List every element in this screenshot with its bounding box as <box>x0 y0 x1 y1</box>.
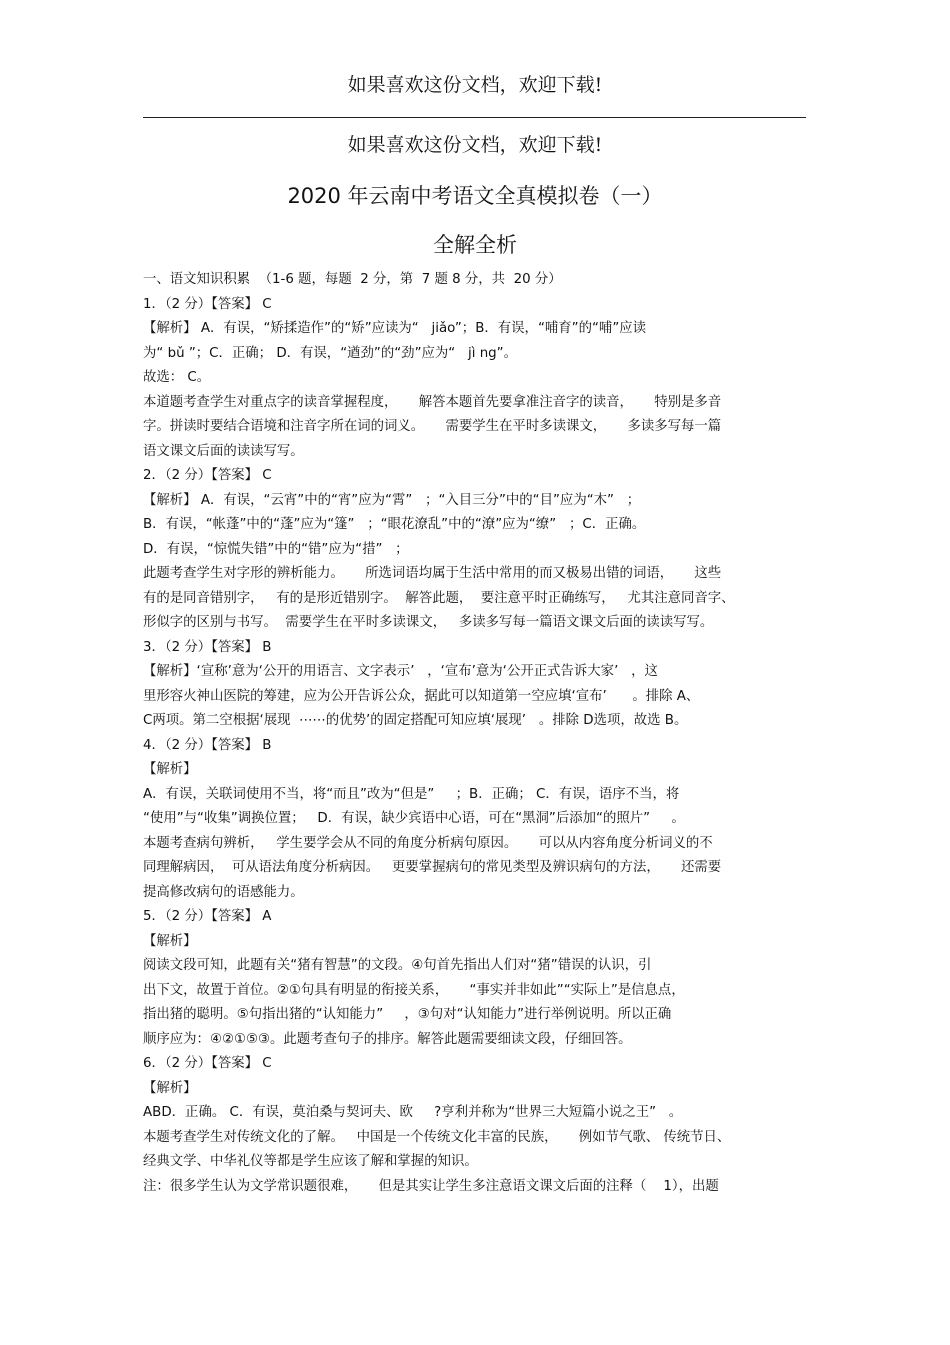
text-line: 【解析】 <box>143 762 197 777</box>
text-line: 此题考查学生对字形的辨析能力。 所选词语均属于生活中常用的而又极易出错的词语， 这些 <box>143 566 722 581</box>
text-line: 本题考查学生对传统文化的了解。 中国是一个传统文化丰富的民族， 例如节气歌、 传统节日、 <box>143 1129 731 1145</box>
text-line: 故选： C。 <box>143 370 211 385</box>
text-line: 2．（2 分）【答案】 C <box>143 468 272 483</box>
text-line: 本道题考查学生对重点字的读音掌握程度， 解答本题首先要拿准注音字的读音， 特别是多音 <box>143 394 722 410</box>
document-title: 2020 年云南中考语文全真模拟卷（一） <box>287 184 663 208</box>
page-header-banner: 如果喜欢这份文档，欢迎下载! <box>347 74 603 96</box>
text-line: 1．（2 分）【答案】 C <box>143 296 272 312</box>
text-line: 一、语文知识积累 （1-6 题，每题 2 分，第 7 题 8 分，共 20 分） <box>143 272 562 287</box>
text-line: 【解析】 <box>143 1080 197 1096</box>
text-line: 经典文学、中华礼仪等都是学生应该了解和掌握的知识。 <box>143 1154 478 1169</box>
text-line: 阅读文段可知，此题有关“猪有智慧”的文段。④句首先指出人们对“猪”错误的认识，引 <box>143 958 652 973</box>
text-line: 注：很多学生认为文学常识题很难， 但是其实让学生多注意语文课文后面的注释（ 1），出题 <box>143 1178 719 1194</box>
text-line: A．有误，关联词使用不当，将“而且”改为“但是” ；B．正确； C．有误，语序不当，将 <box>143 786 680 802</box>
text-line: 【解析】 A．有误，“云宵”中的“宵”应为“霄” ；“入目三分”中的“目”应为“木” ； <box>143 492 641 508</box>
text-line: 6．（2 分）【答案】 C <box>143 1056 272 1071</box>
text-line: 出下文，故置于首位。②①句具有明显的衔接关系， “事实并非如此”“实际上”是信息点， <box>143 982 685 998</box>
text-line: “使用”与“收集”调换位置； D．有误，缺少宾语中心语，可在“黑洞”后添加“的照片” 。 <box>143 811 685 826</box>
text-line: 【解析】‘宣称’意为‘公开的用语言、文字表示’ ，‘宣布’意为‘公开正式告诉大家’ ，这 <box>143 664 658 679</box>
text-line: 本题考查病句辨析， 学生要学会从不同的角度分析病句原因。 可以从内容角度分析词义的不 <box>143 835 713 851</box>
text-line: C两项。第二空根据‘展现 ⋯⋯的优势’的固定搭配可知应填‘展现’ 。排除 D选项，故选 B。 <box>143 713 688 728</box>
text-line: 4．（2 分）【答案】 B <box>143 737 272 753</box>
text-line: 里形容火神山医院的筹建，应为公开告诉公众，据此可以知道第一空应填‘宣布’ 。排除 A、 <box>143 688 700 704</box>
text-line: 形似字的区别与书写。 需要学生在平时多读课文， 多读多写每一篇语文课文后面的读读写写。 <box>143 615 714 630</box>
document-subtitle: 全解全析 <box>433 233 517 257</box>
text-line: 【解析】 A．有误，“矫揉造作”的“矫”应读为“ jiǎo”；B．有误，“哺育”的“哺”应读 <box>143 321 647 336</box>
text-line: 提高修改病句的语感能力。 <box>143 884 304 900</box>
text-line: D．有误，“惊慌失错”中的“错”应为“措” ； <box>143 541 409 557</box>
text-line: 顺序应为：④②①⑤③。此题考查句子的排序。解答此题需要细读文段，仔细回答。 <box>143 1031 632 1047</box>
banner-repeat: 如果喜欢这份文档，欢迎下载! <box>347 134 603 156</box>
text-line: 有的是同音错别字， 有的是形近错别字。 解答此题， 要注意平时正确练写， 尤其注意同音字、 <box>143 590 735 606</box>
text-line: 语文课文后面的读读写写。 <box>143 443 304 459</box>
text-line: B．有误，“帐蓬”中的“蓬”应为“篷” ；“眼花潦乱”中的“潦”应为“缭” ；C．正确。 <box>143 517 646 532</box>
text-line: 同理解病因， 可从语法角度分析病因。 更要掌握病句的常见类型及辨识病句的方法， 还需要 <box>143 860 722 875</box>
text-line: 3．（2 分）【答案】 B <box>143 639 272 655</box>
text-line: 5．（2 分）【答案】 A <box>143 909 272 924</box>
text-line: 为“ bǔ ”；C．正确； D．有误，“遒劲”的“劲”应为“ jì ng”。 <box>143 345 518 361</box>
answer-body <box>143 268 808 1199</box>
text-line: 指出猪的聪明。⑤句指出猪的“认知能力” ，③句对“认知能力”进行举例说明。所以正确 <box>143 1007 672 1022</box>
text-line: ABD．正确。 C．有误，莫泊桑与契诃夫、欧 ?亨利并称为“世界三大短篇小说之王” 。 <box>143 1105 683 1120</box>
header-divider <box>143 117 806 118</box>
text-line: 字。拼读时要结合语境和注音字所在词的词义。 需要学生在平时多读课文， 多读多写每一篇 <box>143 419 722 434</box>
text-line: 【解析】 <box>143 933 197 949</box>
